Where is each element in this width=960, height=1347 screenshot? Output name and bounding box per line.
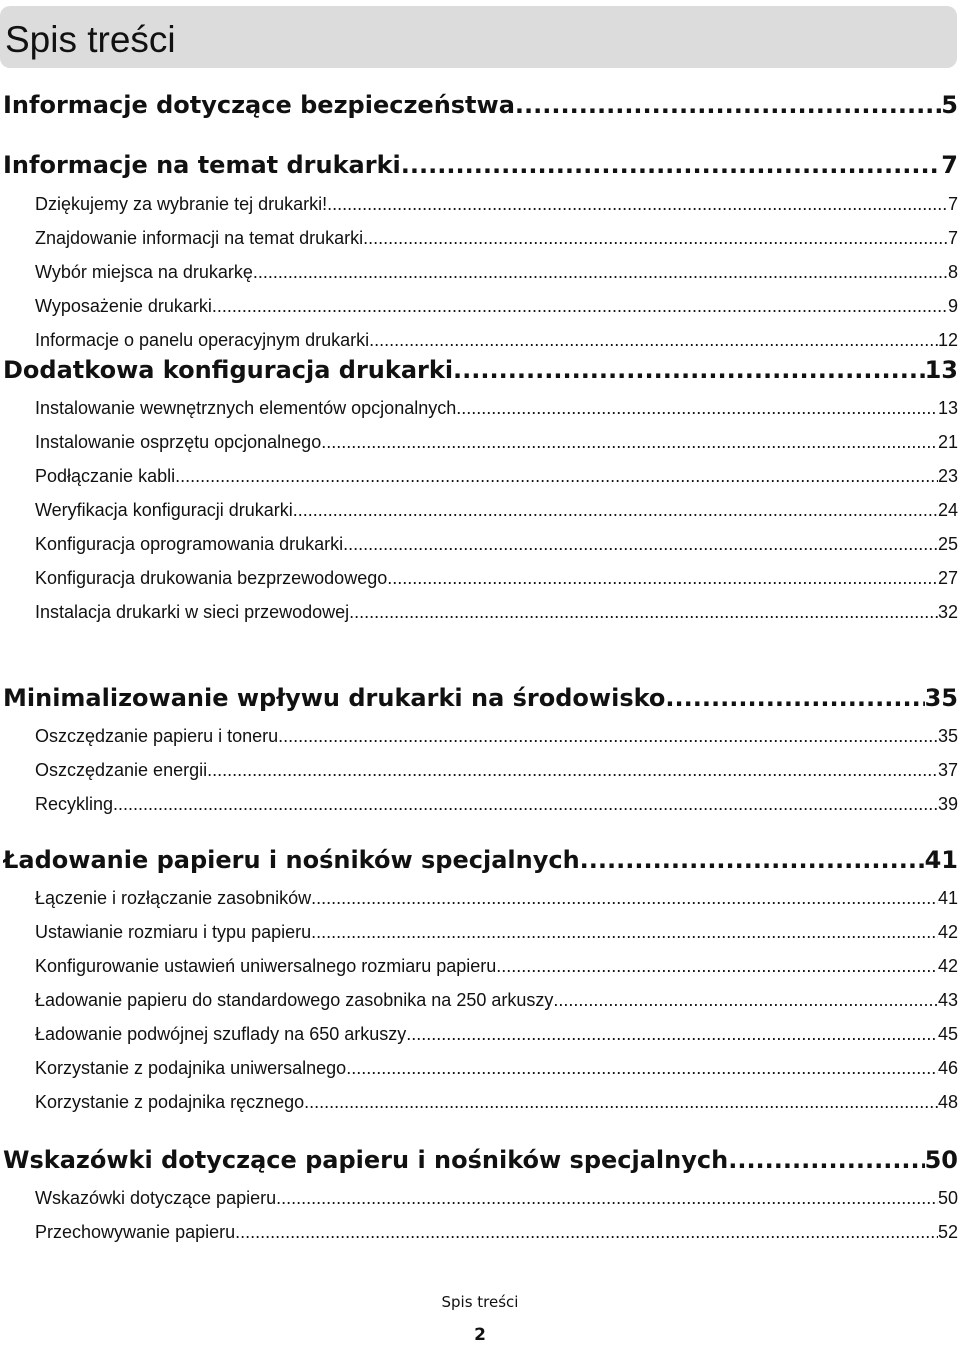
toc-chapter-title: Ładowanie papieru i nośników specjalnych: [3, 846, 580, 874]
toc-item[interactable]: [35, 1221, 958, 1243]
dot-leader: [212, 295, 948, 317]
toc-item-title: Wyposażenie drukarki: [35, 296, 212, 316]
toc-item[interactable]: [35, 397, 958, 419]
footer-section-label: Spis treści: [441, 1293, 519, 1311]
toc-item[interactable]: [35, 431, 958, 453]
toc-page-number: 35: [924, 684, 958, 712]
toc-item[interactable]: [35, 227, 958, 249]
toc-chapter-paper-guidelines[interactable]: [3, 1145, 958, 1175]
toc-item[interactable]: [35, 499, 958, 521]
toc-page-number: 13: [924, 356, 958, 384]
toc-chapter-title: Minimalizowanie wpływu drukarki na środowisko: [3, 684, 666, 712]
toc-page-number: 9: [947, 296, 958, 316]
toc-page-number: 41: [937, 888, 958, 908]
toc-item-title: Informacje o panelu operacyjnym drukarki: [35, 330, 370, 350]
toc-item[interactable]: [35, 1057, 958, 1079]
toc-item-title: Oszczędzanie papieru i toneru: [35, 726, 279, 746]
toc-page-number: 7: [941, 151, 958, 179]
dot-leader: [113, 793, 938, 815]
toc-item[interactable]: [35, 533, 958, 555]
toc-item-title: Korzystanie z podajnika ręcznego: [35, 1092, 305, 1112]
dot-leader: [456, 397, 938, 419]
toc-page-number: 37: [937, 760, 958, 780]
toc-item[interactable]: [35, 1187, 958, 1209]
dot-leader: [515, 90, 941, 120]
dot-leader: [728, 1145, 924, 1175]
toc-page-number: 52: [937, 1222, 958, 1242]
toc-chapter-title: Informacje na temat drukarki: [3, 151, 401, 179]
toc-page-number: 8: [947, 262, 958, 282]
dot-leader: [276, 1187, 938, 1209]
toc-item-title: Konfigurowanie ustawień uniwersalnego rozmiaru papieru: [35, 956, 497, 976]
toc-item-title: Znajdowanie informacji na temat drukarki: [35, 228, 364, 248]
dot-leader: [580, 845, 925, 875]
dot-leader: [207, 759, 938, 781]
dot-leader: [311, 921, 938, 943]
dot-leader: [278, 725, 938, 747]
toc-item[interactable]: [35, 887, 958, 909]
dot-leader: [175, 465, 938, 487]
dot-leader: [387, 567, 938, 589]
dot-leader: [453, 355, 925, 385]
dot-leader: [349, 601, 938, 623]
toc-item[interactable]: [35, 1091, 958, 1113]
toc-page-number: 50: [924, 1146, 958, 1174]
toc-page-number: 25: [937, 534, 958, 554]
toc-chapter-printer-info[interactable]: [3, 150, 958, 180]
toc-item-title: Oszczędzanie energii: [35, 760, 208, 780]
toc-page-number: 5: [941, 91, 958, 119]
toc-item[interactable]: [35, 759, 958, 781]
page-title: Spis treści: [5, 19, 176, 60]
toc-page-number: 43: [937, 990, 958, 1010]
toc-item-title: Instalacja drukarki w sieci przewodowej: [35, 602, 350, 622]
toc-page-number: 42: [937, 922, 958, 942]
toc-page-number: 50: [937, 1188, 958, 1208]
dot-leader: [665, 683, 924, 713]
toc-item-title: Przechowywanie papieru: [35, 1222, 236, 1242]
toc-item-title: Instalowanie osprzętu opcjonalnego: [35, 432, 322, 452]
toc-page-number: 7: [947, 228, 958, 248]
toc-item-title: Recykling: [35, 794, 114, 814]
dot-leader: [369, 329, 938, 351]
toc-item[interactable]: [35, 465, 958, 487]
toc-page-number: 32: [937, 602, 958, 622]
toc-chapter-additional-setup[interactable]: [3, 355, 958, 385]
toc-chapter-title: Wskazówki dotyczące papieru i nośników specjalnych: [3, 1146, 729, 1174]
toc-page-number: 7: [947, 194, 958, 214]
toc-item-title: Konfiguracja drukowania bezprzewodowego: [35, 568, 388, 588]
toc-item[interactable]: [35, 989, 958, 1011]
toc-item-title: Podłączanie kabli: [35, 466, 176, 486]
toc-item-title: Wskazówki dotyczące papieru: [35, 1188, 277, 1208]
dot-leader: [343, 533, 938, 555]
toc-page-number: 41: [924, 846, 958, 874]
dot-leader: [253, 261, 948, 283]
toc-item-title: Instalowanie wewnętrznych elementów opcjonalnych: [35, 398, 457, 418]
dot-leader: [321, 431, 938, 453]
toc-item[interactable]: [35, 295, 958, 317]
toc-chapter-safety[interactable]: [3, 90, 958, 120]
toc-page-number: 12: [937, 330, 958, 350]
dot-leader: [553, 989, 938, 1011]
toc-item[interactable]: [35, 567, 958, 589]
dot-leader: [293, 499, 938, 521]
toc-page-number: 35: [937, 726, 958, 746]
dot-leader: [401, 150, 942, 180]
toc-item[interactable]: [35, 955, 958, 977]
footer-page-number: 2: [474, 1325, 486, 1345]
toc-page-number: 21: [937, 432, 958, 452]
dot-leader: [304, 1091, 938, 1113]
toc-page-number: 27: [937, 568, 958, 588]
toc-item-title: Dziękujemy za wybranie tej drukarki!: [35, 194, 328, 214]
toc-item[interactable]: [35, 193, 958, 215]
dot-leader: [311, 887, 938, 909]
toc-item-title: Ustawianie rozmiaru i typu papieru: [35, 922, 312, 942]
toc-item-title: Ładowanie papieru do standardowego zasobnika na 250 arkuszy: [35, 990, 554, 1010]
toc-page-number: 42: [937, 956, 958, 976]
toc-page-number: 13: [937, 398, 958, 418]
toc-item[interactable]: [35, 725, 958, 747]
dot-leader: [327, 193, 948, 215]
toc-page-number: 45: [937, 1024, 958, 1044]
dot-leader: [496, 955, 938, 977]
toc-item-title: Wybór miejsca na drukarkę: [35, 262, 253, 282]
toc-item-title: Ładowanie podwójnej szuflady na 650 arkuszy: [35, 1024, 407, 1044]
toc-item-title: Weryfikacja konfiguracji drukarki: [35, 500, 293, 520]
toc-item[interactable]: [35, 1023, 958, 1045]
toc-item[interactable]: [35, 329, 958, 351]
toc-page-number: 46: [937, 1058, 958, 1078]
toc-item-title: Konfiguracja oprogramowania drukarki: [35, 534, 344, 554]
toc-chapter-title: Informacje dotyczące bezpieczeństwa: [3, 91, 515, 119]
dot-leader: [406, 1023, 938, 1045]
toc-chapter-title: Dodatkowa konfiguracja drukarki: [3, 356, 454, 384]
toc-item[interactable]: [35, 261, 958, 283]
toc-chapter-loading-paper[interactable]: [3, 845, 958, 875]
toc-item[interactable]: [35, 601, 958, 623]
toc-chapter-environment[interactable]: [3, 683, 958, 713]
dot-leader: [363, 227, 948, 249]
toc-item-title: Korzystanie z podajnika uniwersalnego: [35, 1058, 347, 1078]
dot-leader: [346, 1057, 938, 1079]
toc-item[interactable]: [35, 793, 958, 815]
dot-leader: [235, 1221, 938, 1243]
toc-item-title: Łączenie i rozłączanie zasobników: [35, 888, 312, 908]
toc-page-number: 39: [937, 794, 958, 814]
toc-page-number: 23: [937, 466, 958, 486]
toc-item[interactable]: [35, 921, 958, 943]
toc-page-number: 48: [937, 1092, 958, 1112]
toc-page-number: 24: [937, 500, 958, 520]
